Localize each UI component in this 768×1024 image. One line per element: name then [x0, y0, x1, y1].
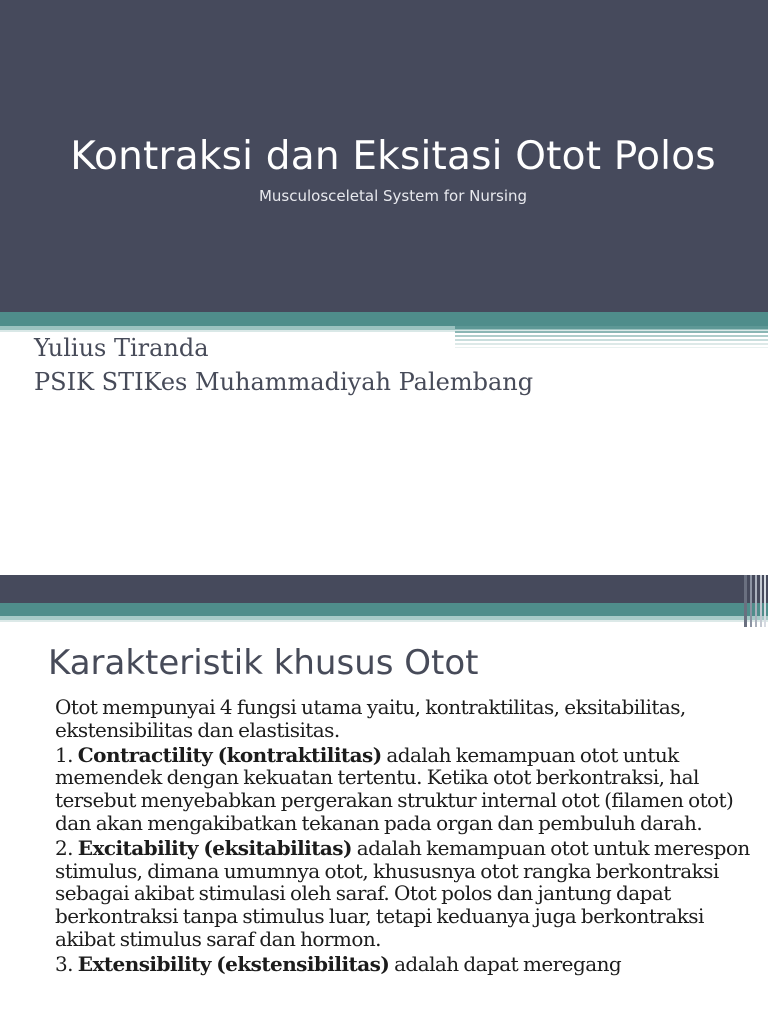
list-item: 2. Excitability (eksitabilitas) adalah kemampuan otot untuk merespon stimulus, dimana umumnya otot, khususnya otot rangka berkontraksi sebagai akibat stimulasi oleh saraf. Otot polos dan jantung dapat berkontraksi tanpa stimulus luar, tetapi keduanya juga berkontraksi akibat stimulus saraf dan hormon.: [55, 835, 750, 951]
presenter-info: [34, 331, 533, 399]
teal-divider-faint: [0, 620, 768, 622]
item-term: Excitability (eksitabilitas): [77, 835, 352, 860]
teal-divider: [0, 603, 768, 616]
intro-paragraph: Otot mempunyai 4 fungsi utama yaitu, kontraktilitas, eksitabilitas, ekstensibilitas dan elastisitas.: [55, 695, 686, 742]
institution-name: PSIK STIKes Muhammadiyah Palembang: [34, 368, 534, 396]
list-item: 1. Contractility (kontraktilitas) adalah kemampuan otot untuk memendek dengan kekuatan tertentu. Ketika otot berkontraksi, hal tersebut menyebabkan pergerakan struktur internal otot (filamen otot) dan akan mengakibatkan tekanan pada organ dan pembuluh darah.: [55, 742, 734, 835]
slide-subtitle: Musculosceletal System for Nursing: [258, 187, 528, 205]
author-name: Yulius Tiranda: [34, 334, 209, 362]
content-slide: [0, 575, 768, 1024]
list-item: 3. Extensibility (ekstensibilitas) adalah dapat meregang: [55, 951, 622, 976]
decorative-vertical-stripes: [742, 575, 768, 627]
content-header-band: [0, 575, 768, 603]
content-title: Karakteristik khusus Otot: [48, 643, 479, 683]
item-term: Extensibility (ekstensibilitas): [77, 951, 390, 976]
item-term: Contractility (kontraktilitas): [77, 742, 382, 767]
slide-title: Kontraksi dan Eksitasi Otot Polos: [70, 134, 716, 179]
content-body: [55, 696, 755, 976]
